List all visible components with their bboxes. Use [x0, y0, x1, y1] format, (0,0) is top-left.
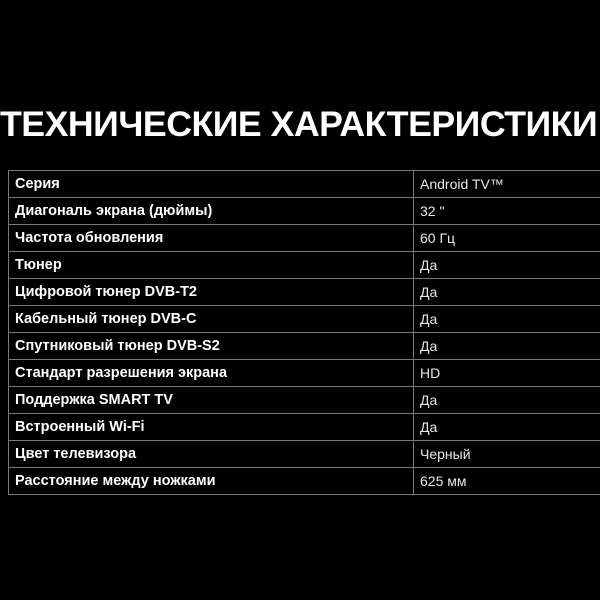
spec-value: 32 ": [414, 198, 600, 225]
spec-value: Да: [414, 252, 600, 279]
table-row: [9, 333, 600, 360]
spec-parameter: Частота обновления: [9, 225, 414, 252]
spec-value: Да: [414, 333, 600, 360]
spec-parameter: Поддержка SMART TV: [9, 387, 414, 414]
spec-value: Да: [414, 387, 600, 414]
spec-value: Да: [414, 306, 600, 333]
table-row: [9, 252, 600, 279]
spec-parameter: Расстояние между ножками: [9, 468, 414, 495]
spec-parameter: Спутниковый тюнер DVB-S2: [9, 333, 414, 360]
page-title: ТЕХНИЧЕСКИЕ ХАРАКТЕРИСТИКИ: [0, 105, 598, 144]
table-row: [9, 171, 600, 198]
specifications-table-body: [9, 171, 600, 495]
table-row: [9, 414, 600, 441]
spec-parameter: Цвет телевизора: [9, 441, 414, 468]
spec-value: Android TV™: [414, 171, 600, 198]
spec-value: 625 мм: [414, 468, 600, 495]
spec-value: HD: [414, 360, 600, 387]
spec-parameter: Диагональ экрана (дюймы): [9, 198, 414, 225]
spec-value: Да: [414, 279, 600, 306]
spec-value: Черный: [414, 441, 600, 468]
table-row: [9, 360, 600, 387]
spec-parameter: Цифровой тюнер DVB-T2: [9, 279, 414, 306]
spec-parameter: Тюнер: [9, 252, 414, 279]
table-row: [9, 225, 600, 252]
spec-parameter: Встроенный Wi-Fi: [9, 414, 414, 441]
table-row: [9, 468, 600, 495]
spec-value: 60 Гц: [414, 225, 600, 252]
table-row: [9, 387, 600, 414]
spec-parameter: Стандарт разрешения экрана: [9, 360, 414, 387]
table-row: [9, 279, 600, 306]
table-row: [9, 198, 600, 225]
spec-parameter: Серия: [9, 171, 414, 198]
table-row: [9, 306, 600, 333]
spec-value: Да: [414, 414, 600, 441]
table-row: [9, 441, 600, 468]
specifications-table: [8, 170, 600, 495]
spec-parameter: Кабельный тюнер DVB-C: [9, 306, 414, 333]
